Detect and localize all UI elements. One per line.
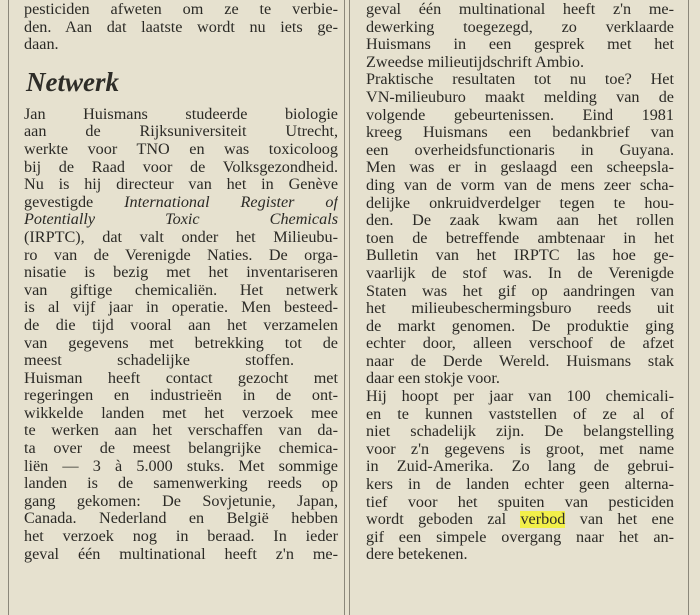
text-line: landen is de samenwerking reeds op [24, 475, 338, 493]
text-line: daar een stokje voor. [366, 370, 500, 388]
text-line: niet schadelijk zijn. De belangstelling [366, 423, 674, 441]
text-line: liën — 3 à 5.000 stuks. Met sommige [24, 457, 338, 475]
text-line-highlighted [366, 511, 674, 529]
right-column [366, 1, 674, 564]
text-line: toen de betreffende ambtenaar in het [366, 229, 674, 247]
column-rule-left [8, 0, 9, 615]
text-line: en te kunnen vaststellen of ze al of [366, 405, 674, 423]
text-line: den. Aan dat laatste wordt nu iets ge- [24, 18, 338, 36]
text-line: ta over de meest belangrijke chemica- [24, 440, 338, 458]
text-line: een overheidsfunctionaris in Guyana. [366, 141, 674, 159]
text-line: het verzoek nog in beraad. In ieder [24, 528, 338, 546]
italic-organisation-name: Potentially Toxic Chemicals [24, 211, 338, 229]
text-line: te werken aan het verschaffen van da- [24, 422, 338, 440]
text-line: echter door, alleen verschoof de afzet [366, 335, 674, 353]
text-line: kers in de landen echter geen alterna- [366, 476, 674, 494]
text-line: Staten was het gif op aandringen van [366, 282, 674, 300]
text-line: Zweedse milieutijdschrift Ambio. [366, 53, 585, 71]
text-line [24, 211, 338, 229]
text-line: (IRPTC), dat valt onder het Milieubu- [24, 228, 338, 246]
text-line: Hij hoopt per jaar van 100 chemicali- [366, 388, 674, 406]
text-line: regeringen en industrieën in de ont- [24, 387, 338, 405]
text-line: Bulletin van het IRPTC las hoe ge- [366, 247, 674, 265]
text-line: Huisman heeft contact gezocht met [24, 369, 338, 387]
text-line: geval één multinational heeft z'n me- [24, 545, 338, 563]
text-line: is al vijf jaar in operatie. Men besteed- [24, 299, 338, 317]
text-line: Men was er in geslaagd een scheepsla- [366, 159, 674, 177]
text-line: ro van de Verenigde Naties. De orga- [24, 246, 338, 264]
text-fragment: wordt geboden zal [366, 511, 521, 529]
text-line: vaarlijk de stof was. In de Verenigde [366, 264, 674, 282]
text-line: delijke onkruidverdelger tegen te hou- [366, 194, 674, 212]
text-line: tief voor het spuiten van pesticiden [366, 493, 674, 511]
column-rule-middle-1 [344, 0, 345, 615]
text-line: den. De zaak kwam aan het rollen [366, 212, 674, 230]
text-line: van gegevens met betrekking tot de [24, 334, 338, 352]
text-line: aan de Rijksuniversiteit Utrecht, [24, 123, 338, 141]
text-line: naar de Derde Wereld. Huismans stak [366, 352, 674, 370]
text-fragment: gevestigde [24, 193, 94, 211]
text-line: de die tijd vooral aan het verzamelen [24, 316, 338, 334]
text-line: Canada. Nederland en België hebben [24, 510, 338, 528]
text-line: gang gekomen: De Sovjetunie, Japan, [24, 492, 338, 510]
text-line: voor z'n gegevens is groot, met name [366, 440, 674, 458]
text-line: Nu is hij directeur van het in Genève [24, 176, 338, 194]
text-line: Huismans in een gesprek met het [366, 36, 674, 54]
text-line: ding van de vorm van de mens zeer scha- [366, 176, 674, 194]
text-line: geval één multinational heeft z'n me- [366, 1, 674, 18]
text-line: nisatie is bezig met het inventariseren [24, 264, 338, 282]
text-line: Praktische resultaten tot nu toe? Het [366, 71, 674, 89]
text-line: kreeg Huismans een bedankbrief van [366, 124, 674, 142]
text-line: de markt genomen. De produktie ging [366, 317, 674, 335]
highlighted-word: verbod [520, 511, 566, 529]
text-line: bij de Raad voor de Volksgezondheid. [24, 158, 338, 176]
italic-organisation-name: International Register of [124, 193, 338, 211]
text-line: volgende gebeurtenissen. Eind 1981 [366, 106, 674, 124]
column-rule-middle-2 [349, 0, 350, 615]
text-line: werkte voor TNO en was toxicoloog [24, 140, 338, 158]
text-line: gif een simpele overgang naar het an- [366, 528, 674, 546]
left-column [24, 1, 338, 563]
text-line-mixed [24, 194, 338, 212]
text-line: van giftige chemicaliën. Het netwerk [24, 281, 338, 299]
text-line: het milieubeschermingsburo reeds uit [366, 300, 674, 318]
section-heading: Netwerk [26, 66, 119, 97]
text-line: meest schadelijke stoffen. [24, 352, 294, 370]
text-line: dewerking toegezegd, zo verklaarde [366, 18, 674, 36]
text-line: pesticiden afweten om ze te verbie- [24, 1, 338, 18]
text-line: in Zuid-Amerika. Zo lang de gebrui- [366, 458, 674, 476]
text-line: daan. [24, 36, 59, 54]
text-line: dere betekenen. [366, 546, 468, 564]
text-line: wikkelde landen met het verzoek mee [24, 404, 338, 422]
text-fragment: van het ene [565, 511, 674, 529]
column-rule-right [688, 0, 689, 615]
text-line: VN-milieuburo maakt melding van de [366, 88, 674, 106]
text-line: Jan Huismans studeerde biologie [24, 105, 338, 123]
